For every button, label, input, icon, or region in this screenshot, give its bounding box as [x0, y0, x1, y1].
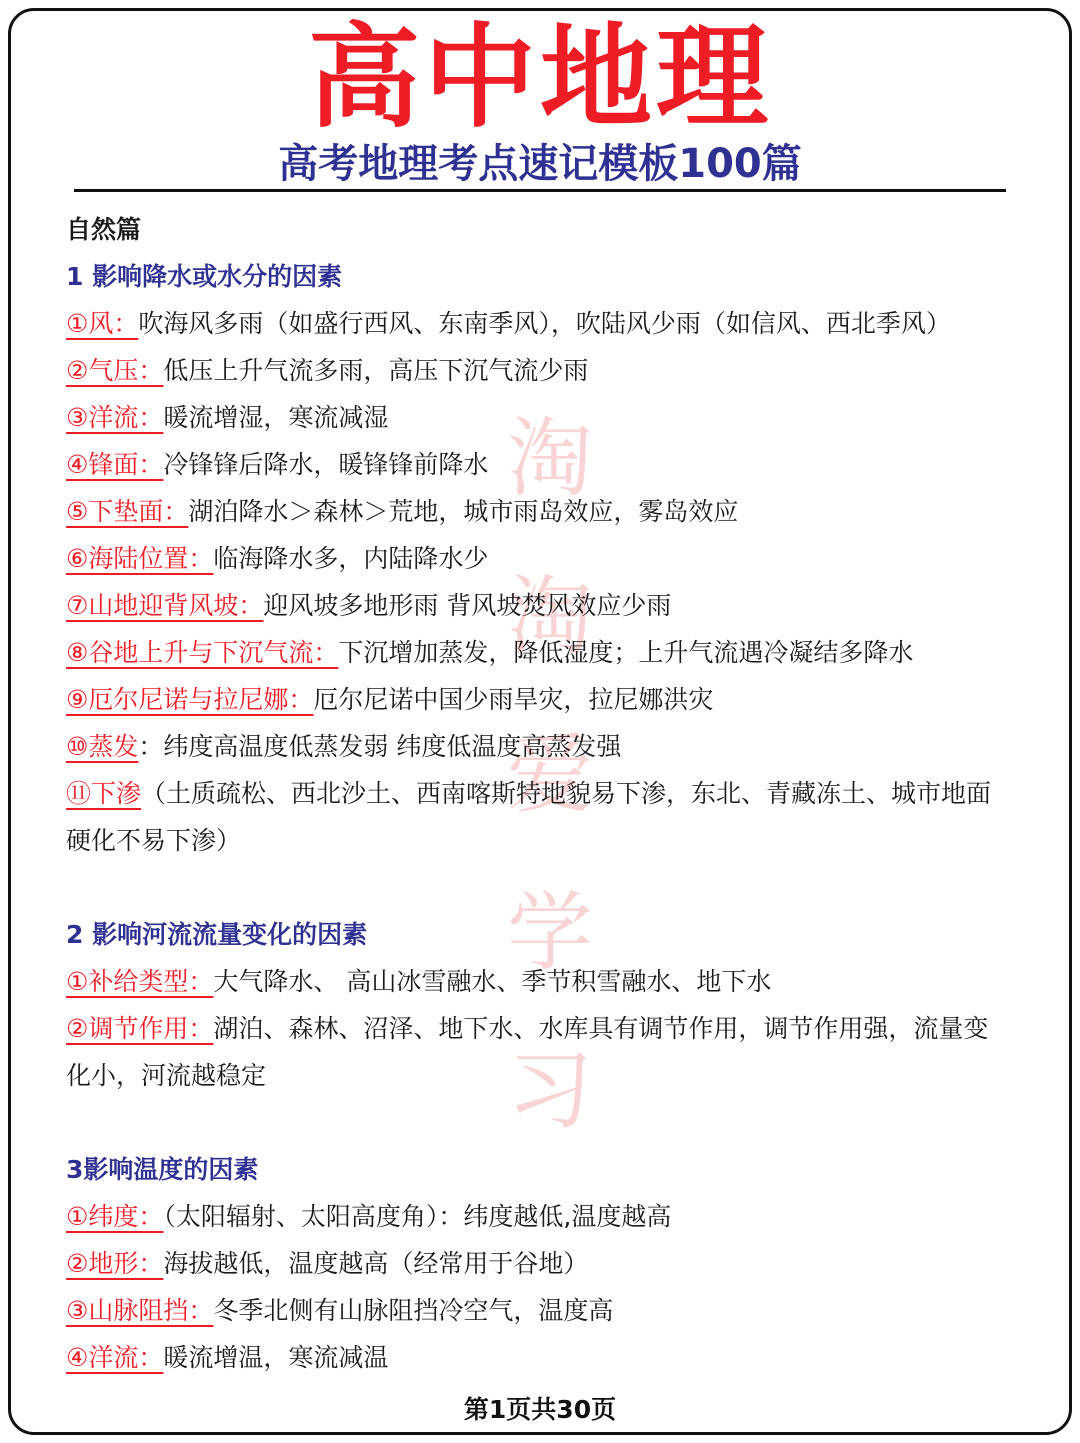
item-key: ④锋面：: [66, 450, 164, 479]
item-text: 冬季北侧有山脉阻挡冷空气，温度高: [213, 1296, 614, 1325]
item-text: 暖流增温，寒流减温: [163, 1343, 389, 1372]
item-text: （太阳辐射、太阳高度角）：纬度越低,温度越高: [163, 1202, 672, 1231]
item-key: ②调节作用：: [66, 1014, 214, 1043]
list-item: [66, 300, 1034, 347]
item-key: ⑥海陆位置：: [66, 544, 214, 573]
item-key: ⑤下垫面：: [66, 497, 189, 526]
list-item: [66, 676, 1034, 723]
list-item: [66, 723, 1034, 770]
item-key: ①补给类型：: [66, 967, 214, 996]
item-text: 低压上升气流多雨，高压下沉气流少雨: [163, 356, 589, 385]
topic-heading: 1 影响降水或水分的因素: [66, 262, 343, 291]
item-key: ⑦山地迎背风坡：: [66, 591, 264, 620]
item-key: ①纬度：: [66, 1202, 164, 1231]
item-key: ②地形：: [66, 1249, 164, 1278]
list-item: [66, 488, 1034, 535]
item-key: ⑧谷地上升与下沉气流：: [66, 638, 339, 667]
item-text: 临海降水多，内陆降水少: [213, 544, 489, 573]
list-item: [66, 1334, 1034, 1381]
item-text: 下沉增加蒸发，降低湿度；上升气流遇冷凝结多降水: [338, 638, 914, 667]
item-key: ③山脉阻挡：: [66, 1296, 214, 1325]
item-text: （土质疏松、西北沙土、西南喀斯特地貌易下渗，东北、青藏冻土、城市地面: [141, 779, 992, 808]
page-number: 第1页共30页: [463, 1395, 617, 1424]
list-item: [66, 347, 1034, 394]
list-item: [66, 535, 1034, 582]
item-text: 湖泊降水＞森林＞荒地，城市雨岛效应，雾岛效应: [188, 497, 739, 526]
list-item: [66, 582, 1034, 629]
section-label: 自然篇: [66, 215, 142, 244]
item-key: ①风：: [66, 309, 139, 338]
item-text: 冷锋锋后降水，暖锋锋前降水: [163, 450, 489, 479]
page-title: 高中地理: [308, 13, 772, 143]
item-key: ②气压：: [66, 356, 164, 385]
topic-heading: 3影响温度的因素: [66, 1155, 259, 1184]
list-item-continuation: 硬化不易下渗）: [66, 826, 242, 855]
list-item: [66, 629, 1034, 676]
list-item: [66, 441, 1034, 488]
watermark-char: 淘: [507, 567, 593, 667]
item-key: ⑪下渗: [66, 779, 142, 808]
topic-heading: 2 影响河流流量变化的因素: [66, 920, 368, 949]
list-item: [66, 1005, 1034, 1052]
item-key: ④洋流：: [66, 1343, 164, 1372]
item-key: ③洋流：: [66, 403, 164, 432]
watermark-char: 习: [507, 1041, 593, 1141]
list-item: [66, 1240, 1034, 1287]
watermark-char: 学: [507, 883, 593, 983]
item-key: ⑨厄尔尼诺与拉尼娜：: [66, 685, 314, 714]
item-text: 暖流增湿，寒流减湿: [163, 403, 389, 432]
title-divider: [74, 189, 1006, 192]
list-item: [66, 394, 1034, 441]
item-text: 厄尔尼诺中国少雨旱灾，拉尼娜洪灾: [313, 685, 714, 714]
list-item: [66, 958, 1034, 1005]
item-text: 迎风坡多地形雨 背风坡焚风效应少雨: [263, 591, 672, 620]
list-item: [66, 770, 1034, 817]
page-subtitle: 高考地理考点速记模板100篇: [278, 141, 802, 187]
item-text: 大气降水、 高山冰雪融水、季节积雪融水、地下水: [213, 967, 772, 996]
watermark-char: 爱: [507, 725, 593, 825]
item-text: 海拔越低，温度越高（经常用于谷地）: [163, 1249, 589, 1278]
item-text: 吹海风多雨（如盛行西风、东南季风），吹陆风少雨（如信风、西北季风）: [138, 309, 951, 338]
watermark-char: 淘: [507, 409, 593, 509]
list-item-continuation: 化小，河流越稳定: [66, 1061, 267, 1090]
item-text: 湖泊、森林、沼泽、地下水、水库具有调节作用，调节作用强，流量变: [213, 1014, 989, 1043]
list-item: [66, 1287, 1034, 1334]
list-item: [66, 1193, 1034, 1240]
item-text: ：纬度高温度低蒸发弱 纬度低温度高蒸发强: [138, 732, 622, 761]
item-key: ⑩蒸发: [66, 732, 139, 761]
